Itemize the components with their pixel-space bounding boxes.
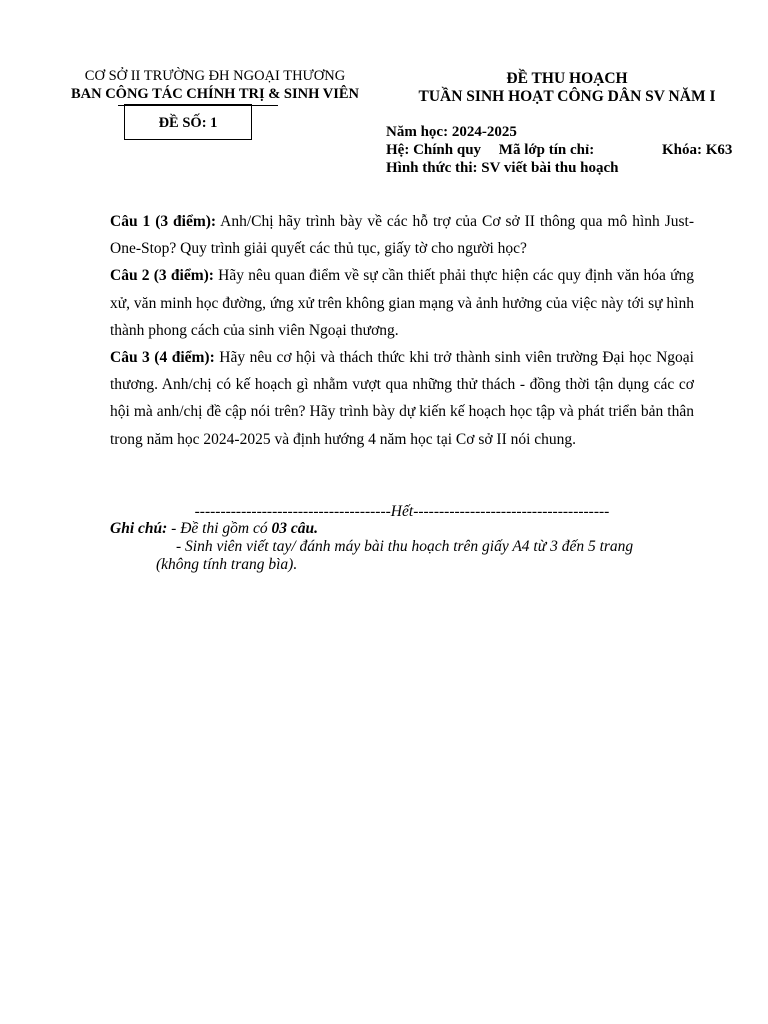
question-label: Câu 3 (4 điểm):: [110, 349, 215, 367]
class-code-label: Mã lớp tín chỉ:: [498, 142, 595, 158]
end-dashes-left: --------------------------------------: [194, 503, 391, 520]
school-name: CƠ SỞ II TRƯỜNG ĐH NGOẠI THƯƠNG: [84, 68, 346, 84]
school-year: Năm học: 2024-2025: [386, 124, 517, 140]
question-1: [110, 208, 694, 262]
note-line-1: [110, 520, 692, 538]
note-question-count: 03 câu.: [271, 520, 318, 537]
notes-section: [110, 520, 692, 574]
exam-form: Hình thức thi: SV viết bài thu hoạch: [386, 160, 619, 176]
note-line-3: (không tính trang bìa).: [156, 556, 298, 573]
note-line-2: - Sinh viên viết tay/ đánh máy bài thu hoạch trên giấy A4 từ 3 đến 5 trang: [176, 538, 634, 555]
document-subtitle: TUẦN SINH HOẠT CÔNG DÂN SV NĂM I: [418, 88, 716, 105]
questions-section: [110, 208, 694, 453]
course-cohort: Khóa: K63: [662, 142, 733, 158]
end-text: Hết: [390, 503, 414, 520]
note-prefix: - Đề thi gồm có: [167, 520, 272, 537]
question-text: Hãy nêu quan điểm về sự cần thiết phải thực hiện các quy định văn hóa ứng xử, văn minh học đường, ứng xử trên không gian mạng và ảnh hưởng của việc này tới sự hình thành phong cách của sinh viên Ngoại thương.: [110, 267, 694, 339]
question-text: Anh/Chị hãy trình bày về các hỗ trợ của Cơ sở II thông qua mô hình Just-One-Stop? Quy trình giải quyết các thủ tục, giấy tờ cho người học?: [110, 213, 694, 258]
document-title: ĐỀ THU HOẠCH: [506, 70, 628, 87]
department-name: BAN CÔNG TÁC CHÍNH TRỊ & SINH VIÊN: [70, 86, 360, 102]
question-text: Hãy nêu cơ hội và thách thức khi trở thành sinh viên trường Đại học Ngoại thương. Anh/chị có kế hoạch gì nhằm vượt qua những thử thách - đồng thời tận dụng các cơ hội mà anh/chị đề cập nói trên? Hãy trình bày dự kiến kế hoạch học tập và phát triển bản thân trong năm học 2024-2025 và định hướng 4 năm học tại Cơ sở II nói chung.: [110, 349, 694, 448]
program-system: Hệ: Chính quy: [386, 142, 482, 158]
question-label: Câu 2 (3 điểm):: [110, 267, 214, 285]
question-label: Câu 1 (3 điểm):: [110, 213, 217, 230]
question-3: [110, 344, 694, 453]
exam-code-box: ĐỀ SỐ: 1: [124, 104, 252, 140]
end-marker: [110, 502, 694, 522]
question-2: [110, 262, 694, 344]
end-dashes-right: --------------------------------------: [413, 503, 610, 520]
program-info-line: [386, 141, 594, 159]
notes-label: Ghi chú:: [110, 520, 168, 537]
